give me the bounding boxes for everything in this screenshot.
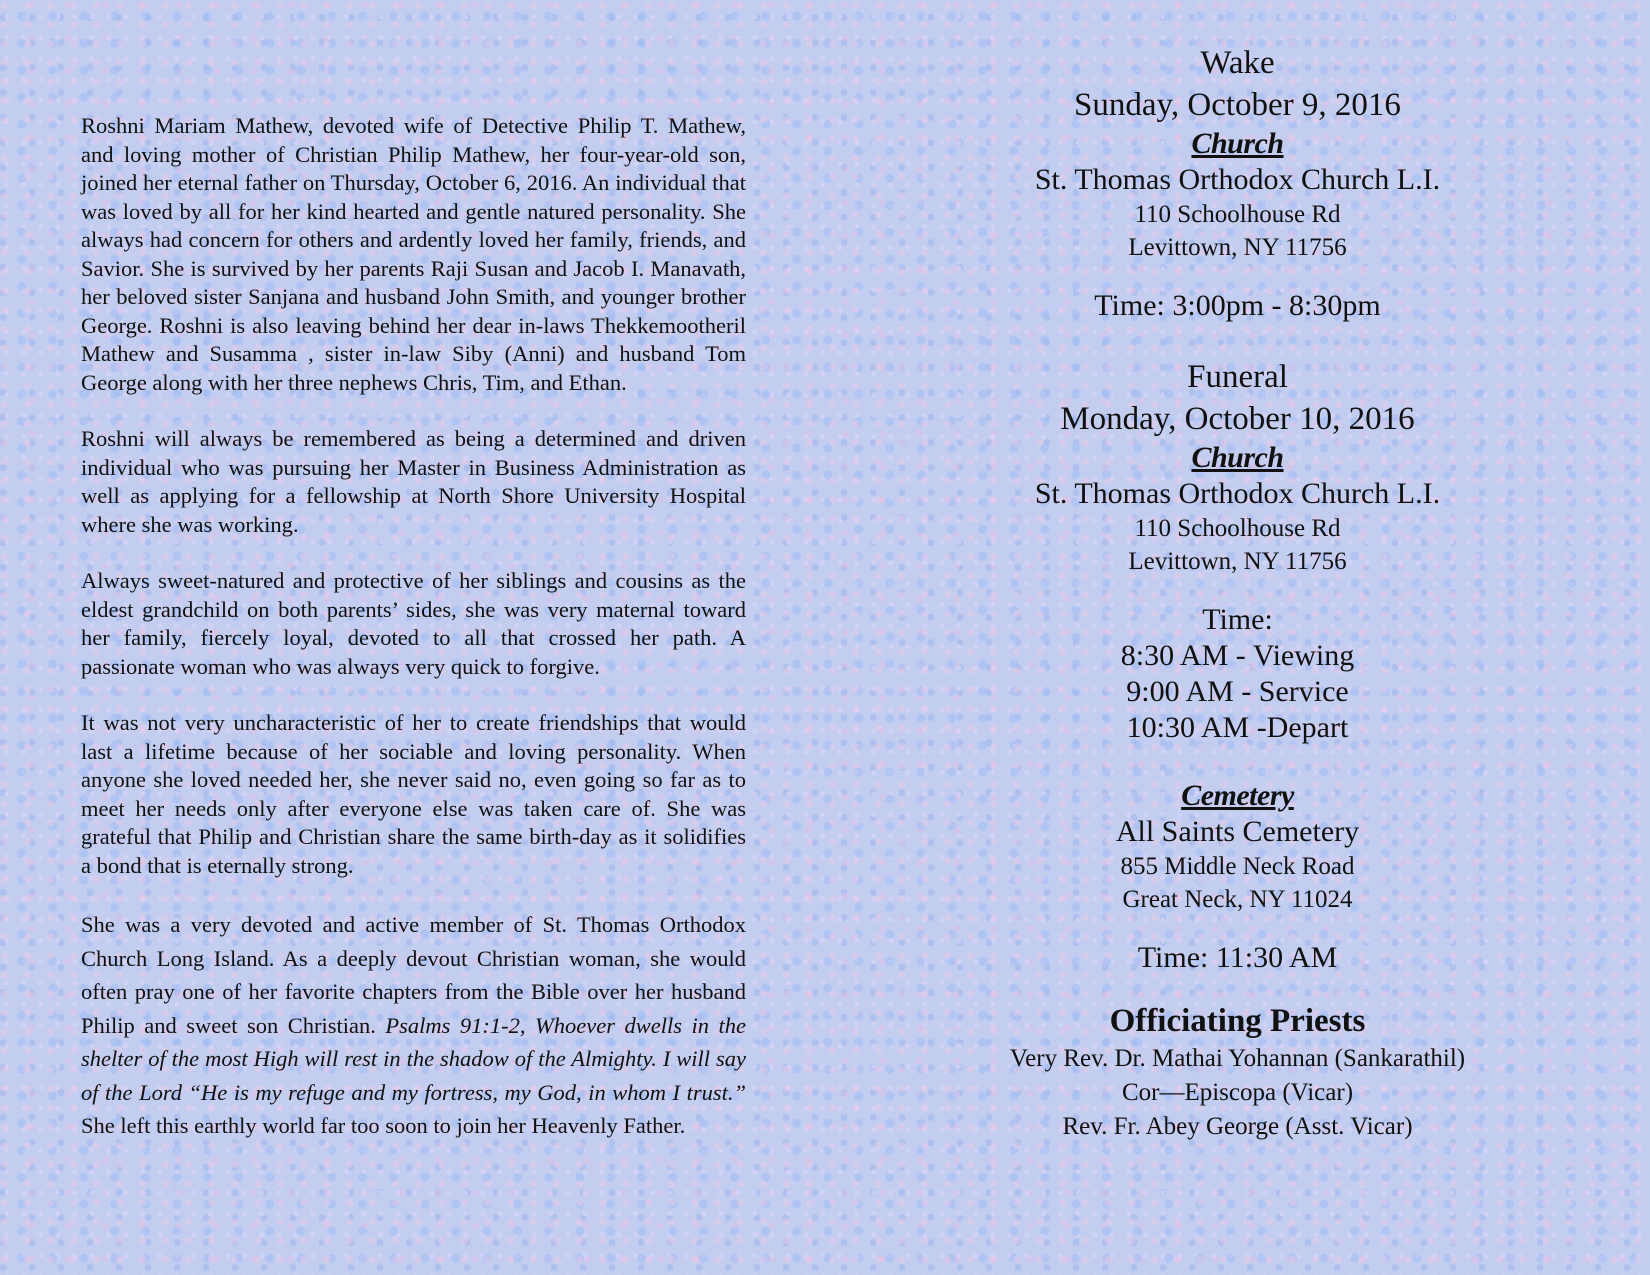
paragraph-5-text-b: She left this earthly world far too soon to join her Heavenly Father. (81, 1113, 686, 1138)
wake-address-line-2: Levittown, NY 11756 (1128, 234, 1347, 261)
funeral-address-line-2: Levittown, NY 11756 (1128, 548, 1347, 575)
spacer (935, 264, 1540, 288)
cemetery-name: All Saints Cemetery (1115, 815, 1360, 848)
wake-address-line-1: 110 Schoolhouse Rd (1134, 201, 1341, 228)
obituary-paragraph-1: Roshni Mariam Mathew, devoted wife of Detective Philip T. Mathew, and loving mother of Christian Philip Mathew, her four-year-old son, joined her eternal father on Thursday, October 6, 2016. An individual that was loved by all for her kind hearted and gentle natured personality. She always had concern for others and ardently loved her family, friends, and Savior. She is survived by her parents Raji Susan and Jacob I. Manavath, her beloved sister Sanjana and husband John Smith, and younger brother George. Roshni is also leaving behind her dear in-laws Thekkemootheril Mathew and Susamma , sister in-law Siby (Anni) and husband Tom George along with her three nephews Chris, Tim, and Ethan. (81, 113, 746, 395)
funeral-venue: St. Thomas Orthodox Church L.I. (1034, 477, 1441, 510)
spacer (935, 324, 1540, 356)
wake-venue: St. Thomas Orthodox Church L.I. (1034, 163, 1441, 196)
funeral-section (935, 356, 1540, 746)
priests-section (935, 1000, 1540, 1144)
spacer (935, 578, 1540, 602)
paragraph-5-text-a: She was a very devoted and active member of St. Thomas Orthodox Church Long Island. As a deeply devout Christian woman, she would often pray one of her favorite chapters from the Bible over her husband Philip and sweet son Christian. (81, 912, 746, 1038)
obituary-paragraph-4: It was not very uncharacteristic of her to create friendships that would last a lifetime because of her sociable and loving personality. When anyone she loved needed her, she never said no, even going so far as to meet her needs only after everyone else was taken care of. She was grateful that Philip and Christian share the same birth-day as it solidifies a bond that is eternally strong. (81, 710, 746, 878)
wake-heading: Wake (1200, 45, 1275, 81)
cemetery-subheading: Cemetery (1181, 779, 1294, 812)
obituary-paragraph-2: Roshni will always be remembered as being a determined and driven individual who was pursuing her Master in Business Administration as well as applying for a fellowship at North Shore University Hospital where she was working. (81, 426, 746, 537)
obituary-paragraph-5 (81, 908, 746, 1143)
priest-line-2: Cor—Episcopa (Vicar) (1121, 1079, 1354, 1106)
priests-heading: Officiating Priests (1109, 1003, 1366, 1039)
priest-line-3: Rev. Fr. Abey George (Asst. Vicar) (1062, 1113, 1413, 1140)
wake-section (935, 42, 1540, 324)
spacer (935, 976, 1540, 1000)
cemetery-address-line-2: Great Neck, NY 11024 (1122, 886, 1353, 913)
spacer (935, 746, 1540, 778)
obituary-column (81, 112, 746, 1171)
funeral-heading: Funeral (1187, 359, 1288, 395)
cemetery-address-line-1: 855 Middle Neck Road (1120, 853, 1355, 880)
scripture-quote: Psalms 91:1-2, Whoever dwells in the shelter of the most High will rest in the shadow of the Almighty. I will say of the Lord “He is my refuge and my fortress, my God, in whom I trust.” (81, 1012, 746, 1105)
funeral-time-service: 9:00 AM - Service (1126, 675, 1349, 708)
funeral-time-viewing: 8:30 AM - Viewing (1120, 639, 1355, 672)
funeral-date: Monday, October 10, 2016 (1060, 401, 1415, 437)
funeral-time-depart: 10:30 AM -Depart (1126, 711, 1349, 744)
cemetery-time: Time: 11:30 AM (1137, 941, 1338, 974)
funeral-subheading: Church (1191, 441, 1284, 474)
wake-time: Time: 3:00pm - 8:30pm (1094, 289, 1381, 322)
obituary-paragraph-3: Always sweet-natured and protective of her siblings and cousins as the eldest grandchild on both parents’ sides, she was very maternal toward her family, fiercely loyal, devoted to all that crossed her path. A passionate woman who was always very quick to forgive. (81, 568, 746, 679)
spacer (935, 916, 1540, 940)
cemetery-section (935, 778, 1540, 976)
funeral-time-label: Time: (1202, 603, 1273, 636)
funeral-address-line-1: 110 Schoolhouse Rd (1134, 515, 1341, 542)
priest-line-1: Very Rev. Dr. Mathai Yohannan (Sankarathil) (1009, 1045, 1466, 1072)
service-details-column (935, 42, 1540, 1144)
wake-subheading: Church (1191, 127, 1284, 160)
wake-date: Sunday, October 9, 2016 (1074, 87, 1401, 123)
